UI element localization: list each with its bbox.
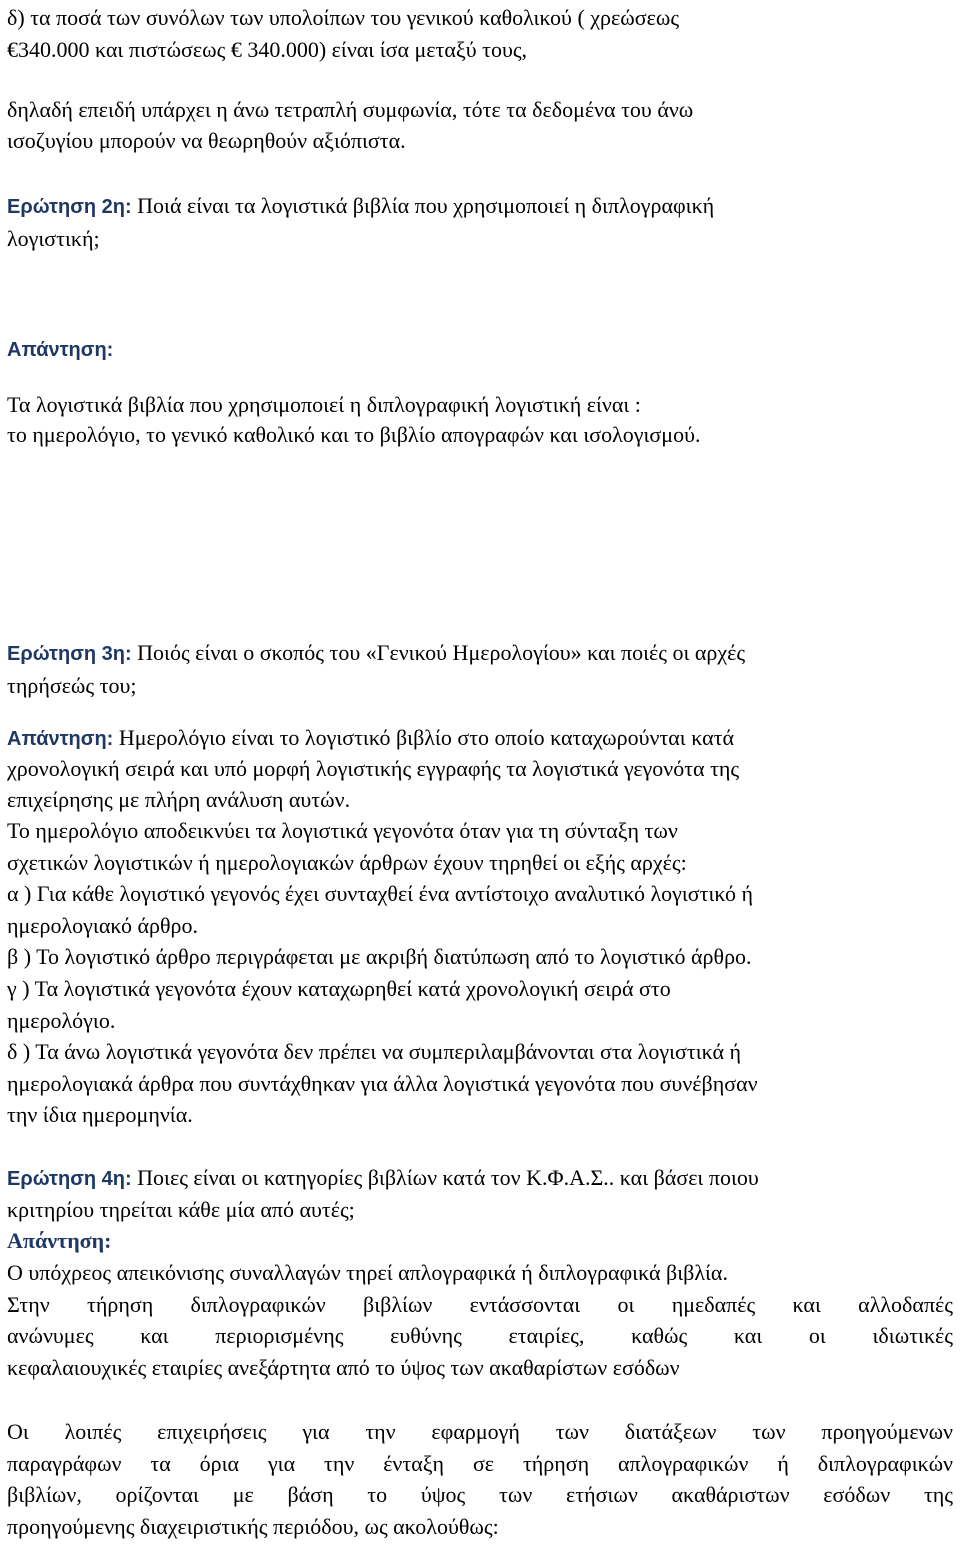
answer-3-line-12: ημερολογιακά άρθρα που συντάχθηκαν για άλλα λογιστικά γεγονότα που συνέβησαν [7, 1071, 758, 1096]
answer-3-line-13: την ίδια ημερομηνία. [7, 1102, 193, 1127]
intro-line-3: δηλαδή επειδή υπάρχει η άνω τετραπλή συμφωνία, τότε τα δεδομένα του άνω [7, 97, 694, 122]
answer-3-line-5: σχετικών λογιστικών ή ημερολογιακών άρθρων έχουν τηρηθεί οι εξής αρχές: [7, 850, 687, 875]
answer-3-label: Απάντηση: [7, 728, 114, 750]
question-4-text: Ποιες είναι οι κατηγορίες βιβλίων κατά τον Κ.Φ.Α.Σ.. και βάσει ποιου [131, 1165, 759, 1190]
intro-line-1: δ) τα ποσά των συνόλων των υπολοίπων του γενικού καθολικού ( χρεώσεως [7, 5, 680, 30]
question-2-line-2: λογιστική; [7, 226, 100, 251]
answer-3-line-8: β ) Το λογιστικό άρθρο περιγράφεται με ακριβή διατύπωση από το λογιστικό άρθρο. [7, 944, 752, 969]
question-4-label: Ερώτηση 4η: [7, 1168, 132, 1190]
answer-3-line-11: δ ) Τα άνω λογιστικά γεγονότα δεν πρέπει να συμπεριλαμβάνονται στα λογιστικά ή [7, 1039, 742, 1064]
answer-3-line-4: Το ημερολόγιο αποδεικνύει τα λογιστικά γεγονότα όταν για τη σύνταξη των [7, 818, 678, 843]
question-3 [7, 640, 745, 667]
answer-4-line-6: παραγράφων τα όρια για την ένταξη σε τήρηση απλογραφικών ή διπλογραφικών [7, 1451, 953, 1476]
answer-4-line-7: βιβλίων, ορίζονται με βάση το ύψος των ετήσιων ακαθάριστων εσόδων της [7, 1482, 953, 1507]
question-2-text: Ποιά είναι τα λογιστικά βιβλία που χρησιμοποιεί η διπλογραφική [131, 193, 715, 218]
answer-2-label: Απάντηση: [7, 339, 114, 361]
question-4 [7, 1165, 759, 1192]
answer-3-line-2: χρονολογική σειρά και υπό μορφή λογιστικής εγγραφής τα λογιστικά γεγονότα της [7, 756, 740, 781]
answer-4-line-3: ανώνυμες και περιορισμένης ευθύνης εταιρίες, καθώς και οι ιδιωτικές [7, 1323, 953, 1348]
answer-4-line-4: κεφαλαιουχικές εταιρίες ανεξάρτητα από το ύψος των ακαθαρίστων εσόδων [7, 1355, 680, 1380]
question-2-label: Ερώτηση 2η: [7, 196, 132, 218]
answer-4-line-5: Οι λοιπές επιχειρήσεις για την εφαρμογή των διατάξεων των προηγούμενων [7, 1419, 953, 1444]
answer-3-line-6: α ) Για κάθε λογιστικό γεγονός έχει συνταχθεί ένα αντίστοιχο αναλυτικό λογιστικό ή [7, 881, 754, 906]
answer-4-line-8: προηγούμενης διαχειριστικής περιόδου, ως ακολούθως: [7, 1514, 499, 1539]
answer-4-label: Απάντηση: [7, 1228, 112, 1253]
answer-2-line-2: το ημερολόγιο, το γενικό καθολικό και το βιβλίο απογραφών και ισολογισμού. [7, 422, 701, 447]
answer-4-line-1: Ο υπόχρεος απεικόνισης συναλλαγών τηρεί απλογραφικά ή διπλογραφικά βιβλία. [7, 1260, 728, 1285]
question-3-label: Ερώτηση 3η: [7, 643, 132, 665]
intro-line-2: €340.000 και πιστώσεως € 340.000) είναι ίσα μεταξύ τους, [7, 37, 528, 62]
question-4-line-2: κριτηρίου τηρείται κάθε μία από αυτές; [7, 1197, 355, 1222]
intro-line-4: ισοζυγίου μπορούν να θεωρηθούν αξιόπιστα. [7, 128, 406, 153]
question-2 [7, 193, 714, 220]
answer-3-line-3: επιχείρησης με πλήρη ανάλυση αυτών. [7, 787, 351, 812]
answer-3-line-7: ημερολογιακό άρθρο. [7, 913, 198, 938]
answer-3-line-1: Απάντηση: Ημερολόγιο είναι το λογιστικό βιβλίο στο οποίο καταχωρούνται κατά [7, 725, 735, 750]
question-3-line-2: τηρήσεώς του; [7, 673, 137, 698]
answer-4-line-2: Στην τήρηση διπλογραφικών βιβλίων εντάσσονται οι ημεδαπές και αλλοδαπές [7, 1292, 953, 1317]
answer-2-line-1: Τα λογιστικά βιβλία που χρησιμοποιεί η διπλογραφική λογιστική είναι : [7, 392, 641, 417]
question-3-text: Ποιός είναι ο σκοπός του «Γενικού Ημερολογίου» και ποιές οι αρχές [131, 640, 746, 665]
answer-3-line-10: ημερολόγιο. [7, 1008, 116, 1033]
answer-3-line-9: γ ) Τα λογιστικά γεγονότα έχουν καταχωρηθεί κατά χρονολογική σειρά στο [7, 976, 671, 1001]
